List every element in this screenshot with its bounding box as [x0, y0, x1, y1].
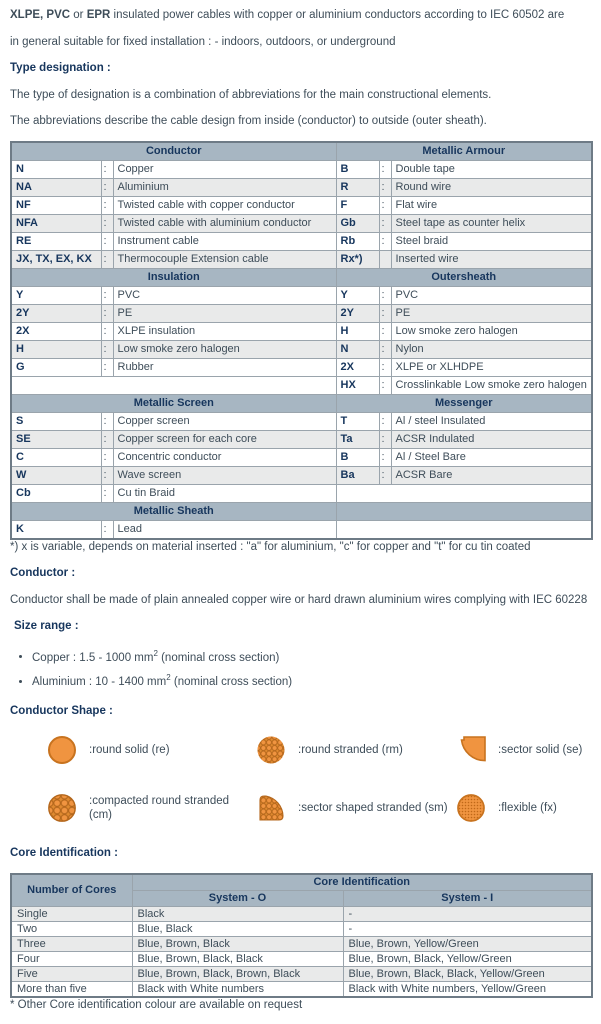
- intro-paragraph-1: XLPE, PVC or EPR insulated power cables with copper or aluminium conductors according to IEC 60502 are: [10, 9, 565, 21]
- header-system-i: System - I: [343, 890, 592, 906]
- conductor-shape-grid: [10, 734, 591, 824]
- core-identification-table: [10, 873, 593, 998]
- table-row: Y : PVC Y : PVC: [11, 286, 592, 304]
- table-row: Single Black -: [11, 906, 592, 921]
- header-metallic-armour: Metallic Armour: [336, 142, 592, 161]
- table-row: G : Rubber 2X : XLPE or XLHDPE: [11, 358, 592, 376]
- shape-sector-shaped-stranded: [255, 792, 455, 824]
- shape-round-stranded: [255, 734, 455, 766]
- table-row: JX, TX, EX, KX : Thermocouple Extension cable Rx*) Inserted wire: [11, 250, 592, 268]
- header-conductor: Conductor: [11, 142, 336, 161]
- table-row: W : Wave screen Ba : ACSR Bare: [11, 466, 592, 484]
- table-row: Five Blue, Brown, Black, Brown, Black Blue, Brown, Black, Black, Yellow/Green: [11, 966, 592, 981]
- intro-paragraph-2: in general suitable for fixed installation : - indoors, outdoors, or underground: [10, 35, 396, 48]
- section-header-row: [11, 268, 592, 286]
- table-row: Two Blue, Black -: [11, 921, 592, 936]
- round-stranded-icon: [255, 734, 287, 766]
- table-row: 2X : XLPE insulation H : Low smoke zero halogen: [11, 322, 592, 340]
- shape-label: :round solid (re): [89, 744, 170, 757]
- table-row: NFA : Twisted cable with aluminium conductor Gb : Steel tape as counter helix: [11, 214, 592, 232]
- header-blank: [336, 502, 592, 520]
- core-identification-footnote: * Other Core identification colour are available on request: [10, 998, 303, 1011]
- shape-label: :flexible (fx): [498, 802, 557, 815]
- header-system-o: System - O: [132, 890, 343, 906]
- conductor-heading: Conductor :: [10, 567, 76, 579]
- intro-bold-xlpe-pvc: XLPE, PVC: [10, 9, 71, 21]
- intro-bold-epr: EPR: [86, 9, 111, 21]
- conductor-paragraph: Conductor shall be made of plain annealed copper wire or hard drawn aluminium wires complying with IEC 60228: [10, 593, 588, 606]
- table-row: RE : Instrument cable Rb : Steel braid: [11, 232, 592, 250]
- sector-shaped-stranded-icon: [255, 792, 287, 824]
- table-row: Four Blue, Brown, Black, Black Blue, Brown, Black, Yellow/Green: [11, 951, 592, 966]
- section-header-row: [11, 142, 592, 161]
- designation-table: [10, 141, 593, 540]
- table-row: S : Copper screen T : Al / steel Insulated: [11, 412, 592, 430]
- header-metallic-screen: Metallic Screen: [11, 394, 336, 412]
- table-row: H : Low smoke zero halogen N : Nylon: [11, 340, 592, 358]
- table-row: SE : Copper screen for each core Ta : ACSR Indulated: [11, 430, 592, 448]
- shape-round-solid: [10, 734, 255, 766]
- table-row: Cb : Cu tin Braid: [11, 484, 592, 502]
- header-outersheath: Outersheath: [336, 268, 592, 286]
- table-row: K : Lead: [11, 520, 592, 539]
- list-item: • Copper : 1.5 - 1000 $mm^2$ (nominal cross section): [32, 646, 591, 666]
- type-designation-paragraph-2: The abbreviations describe the cable design from inside (conductor) to outside (outer sheath).: [10, 115, 487, 127]
- sector-solid-icon: [455, 734, 487, 766]
- size-range-list: [32, 646, 591, 691]
- group-header-row: [11, 874, 592, 891]
- header-messenger: Messenger: [336, 394, 592, 412]
- shape-sector-solid: [455, 734, 591, 766]
- type-designation-paragraph-1: The type of designation is a combination of abbreviations for the main constructional elements.: [10, 88, 492, 101]
- header-number-of-cores: Number of Cores: [11, 874, 132, 907]
- shape-compacted-round-stranded: [10, 792, 255, 824]
- flexible-icon: [455, 792, 487, 824]
- compacted-round-stranded-icon: [46, 792, 78, 824]
- table-row: Three Blue, Brown, Black Blue, Brown, Yellow/Green: [11, 936, 592, 951]
- shape-flexible: [455, 792, 591, 824]
- section-header-row: [11, 394, 592, 412]
- table-row: C : Concentric conductor B : Al / Steel Bare: [11, 448, 592, 466]
- table-row: NA : Aluminium R : Round wire: [11, 178, 592, 196]
- conductor-shape-heading: Conductor Shape :: [10, 705, 113, 718]
- table-row: HX : Crosslinkable Low smoke zero halogen: [11, 376, 592, 394]
- core-identification-heading: Core Identification :: [10, 847, 118, 860]
- shape-label: :round stranded (rm): [298, 744, 403, 757]
- section-header-row: [11, 502, 592, 520]
- header-insulation: Insulation: [11, 268, 336, 286]
- shape-label: :sector shaped stranded (sm): [298, 802, 448, 815]
- table-row: N : Copper B : Double tape: [11, 160, 592, 178]
- table-row: More than five Black with White numbers Black with White numbers, Yellow/Green: [11, 981, 592, 997]
- empty-cell: [336, 484, 592, 502]
- table-row: 2Y : PE 2Y : PE: [11, 304, 592, 322]
- empty-cell: [11, 376, 336, 394]
- shape-label: :sector solid (se): [498, 744, 583, 757]
- designation-footnote: *) x is variable, depends on material inserted : "a" for aluminium, "c" for copper and "t" for cu tin coated: [10, 540, 531, 553]
- empty-cell: [336, 520, 592, 539]
- round-solid-icon: [46, 734, 78, 766]
- type-designation-heading: Type designation :: [10, 62, 111, 74]
- size-range-heading: Size range :: [14, 620, 79, 632]
- header-core-identification: Core Identification: [132, 874, 592, 891]
- list-item: • Aluminium : 10 - 1400 $mm^2$ (nominal cross section): [32, 670, 591, 690]
- shape-label: :compacted round stranded (cm): [89, 795, 230, 822]
- header-metallic-sheath: Metallic Sheath: [11, 502, 336, 520]
- table-row: NF : Twisted cable with copper conductor F : Flat wire: [11, 196, 592, 214]
